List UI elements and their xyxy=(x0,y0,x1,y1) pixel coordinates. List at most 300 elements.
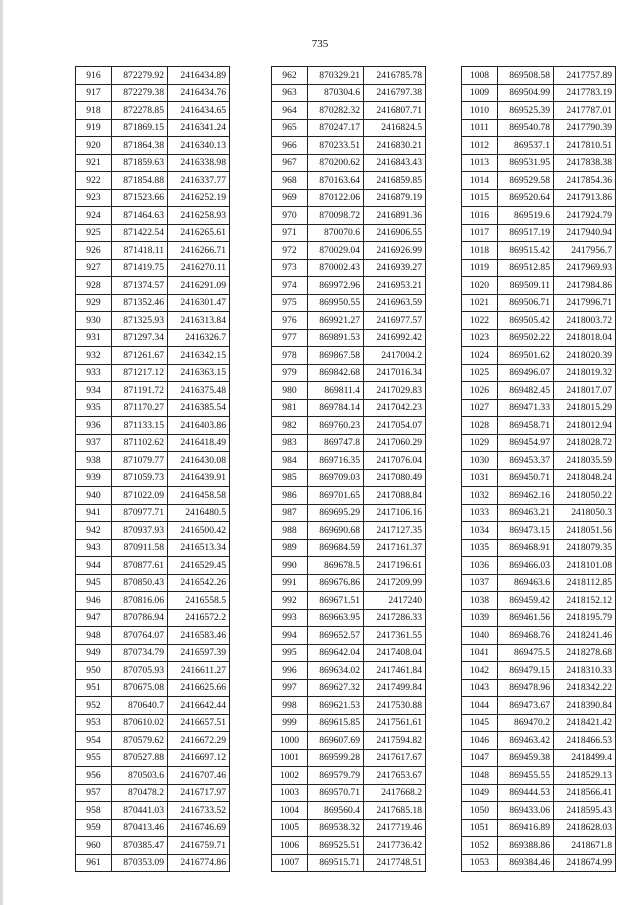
x-coordinate-cell: 869463.42 xyxy=(498,732,554,750)
x-coordinate-cell: 869470.2 xyxy=(498,714,554,732)
x-coordinate-cell: 869531.95 xyxy=(498,154,554,172)
y-coordinate-cell: 2416830.21 xyxy=(364,137,426,155)
point-number-cell: 962 xyxy=(272,67,308,85)
x-coordinate-cell: 869433.06 xyxy=(498,802,554,820)
y-coordinate-cell: 2417209.99 xyxy=(364,574,426,592)
point-number-cell: 948 xyxy=(76,627,112,645)
x-coordinate-cell: 870247.17 xyxy=(308,119,364,137)
table-row xyxy=(272,434,426,452)
x-coordinate-cell: 870579.62 xyxy=(112,732,168,750)
y-coordinate-cell: 2417668.2 xyxy=(364,784,426,802)
x-coordinate-cell: 870610.02 xyxy=(112,714,168,732)
table-row xyxy=(272,102,426,120)
table-row xyxy=(272,854,426,872)
table-row xyxy=(272,574,426,592)
point-number-cell: 947 xyxy=(76,609,112,627)
table-row xyxy=(76,592,230,610)
y-coordinate-cell: 2416265.61 xyxy=(168,224,230,242)
table-row xyxy=(462,802,616,820)
y-coordinate-cell: 2417499.84 xyxy=(364,679,426,697)
x-coordinate-cell: 871261.67 xyxy=(112,347,168,365)
x-coordinate-cell: 871374.57 xyxy=(112,277,168,295)
x-coordinate-cell: 869508.58 xyxy=(498,67,554,85)
table-row xyxy=(462,417,616,435)
x-coordinate-cell: 869867.58 xyxy=(308,347,364,365)
y-coordinate-cell: 2416434.65 xyxy=(168,102,230,120)
y-coordinate-cell: 2418012.94 xyxy=(554,417,616,435)
point-number-cell: 1010 xyxy=(462,102,498,120)
table-row xyxy=(272,837,426,855)
point-number-cell: 1042 xyxy=(462,662,498,680)
x-coordinate-cell: 869599.28 xyxy=(308,749,364,767)
table-row xyxy=(272,749,426,767)
x-coordinate-cell: 869891.53 xyxy=(308,329,364,347)
point-number-cell: 1011 xyxy=(462,119,498,137)
x-coordinate-cell: 869671.51 xyxy=(308,592,364,610)
x-coordinate-cell: 869459.42 xyxy=(498,592,554,610)
point-number-cell: 934 xyxy=(76,382,112,400)
x-coordinate-cell: 869678.5 xyxy=(308,557,364,575)
x-coordinate-cell: 870163.64 xyxy=(308,172,364,190)
table-row xyxy=(76,207,230,225)
x-coordinate-cell: 871170.27 xyxy=(112,399,168,417)
point-number-cell: 942 xyxy=(76,522,112,540)
x-coordinate-cell: 869540.78 xyxy=(498,119,554,137)
point-number-cell: 1020 xyxy=(462,277,498,295)
x-coordinate-cell: 871523.66 xyxy=(112,189,168,207)
table-row xyxy=(462,364,616,382)
y-coordinate-cell: 2416697.12 xyxy=(168,749,230,767)
x-coordinate-cell: 871854.88 xyxy=(112,172,168,190)
table-row xyxy=(462,172,616,190)
x-coordinate-cell: 872279.92 xyxy=(112,67,168,85)
table-row xyxy=(272,399,426,417)
y-coordinate-cell: 2416542.26 xyxy=(168,574,230,592)
point-number-cell: 1000 xyxy=(272,732,308,750)
y-coordinate-cell: 2416341.24 xyxy=(168,119,230,137)
page-number: 735 xyxy=(311,38,329,50)
table-row xyxy=(76,487,230,505)
point-number-cell: 917 xyxy=(76,84,112,102)
point-number-cell: 970 xyxy=(272,207,308,225)
x-coordinate-cell: 869475.5 xyxy=(498,644,554,662)
table-row xyxy=(272,802,426,820)
point-number-cell: 923 xyxy=(76,189,112,207)
point-number-cell: 941 xyxy=(76,504,112,522)
y-coordinate-cell: 2416338.98 xyxy=(168,154,230,172)
table-row xyxy=(462,539,616,557)
point-number-cell: 1044 xyxy=(462,697,498,715)
table-row xyxy=(76,189,230,207)
x-coordinate-cell: 870282.32 xyxy=(308,102,364,120)
y-coordinate-cell: 2418566.41 xyxy=(554,784,616,802)
table-row xyxy=(272,67,426,85)
point-number-cell: 951 xyxy=(76,679,112,697)
x-coordinate-cell: 870441.03 xyxy=(112,802,168,820)
table-row xyxy=(272,644,426,662)
point-number-cell: 990 xyxy=(272,557,308,575)
y-coordinate-cell: 2417924.79 xyxy=(554,207,616,225)
x-coordinate-cell: 869455.55 xyxy=(498,767,554,785)
y-coordinate-cell: 2416480.5 xyxy=(168,504,230,522)
point-number-cell: 1038 xyxy=(462,592,498,610)
y-coordinate-cell: 2417080.49 xyxy=(364,469,426,487)
table-row xyxy=(462,242,616,260)
x-coordinate-cell: 869607.69 xyxy=(308,732,364,750)
x-coordinate-cell: 872278.85 xyxy=(112,102,168,120)
point-number-cell: 1048 xyxy=(462,767,498,785)
table-row xyxy=(272,609,426,627)
point-number-cell: 921 xyxy=(76,154,112,172)
table-row xyxy=(76,679,230,697)
x-coordinate-cell: 869509.11 xyxy=(498,277,554,295)
x-coordinate-cell: 871102.62 xyxy=(112,434,168,452)
y-coordinate-cell: 2416326.7 xyxy=(168,329,230,347)
y-coordinate-cell: 2418050.22 xyxy=(554,487,616,505)
table-row xyxy=(462,84,616,102)
table-row xyxy=(272,119,426,137)
table-row xyxy=(272,189,426,207)
point-number-cell: 1039 xyxy=(462,609,498,627)
table-row xyxy=(462,259,616,277)
y-coordinate-cell: 2416597.39 xyxy=(168,644,230,662)
x-coordinate-cell: 869496.07 xyxy=(498,364,554,382)
x-coordinate-cell: 870911.58 xyxy=(112,539,168,557)
y-coordinate-cell: 2417996.71 xyxy=(554,294,616,312)
y-coordinate-cell: 2417042.23 xyxy=(364,399,426,417)
table-row xyxy=(462,819,616,837)
point-number-cell: 1035 xyxy=(462,539,498,557)
y-coordinate-cell: 2418499.4 xyxy=(554,749,616,767)
point-number-cell: 976 xyxy=(272,312,308,330)
point-number-cell: 1027 xyxy=(462,399,498,417)
table-row xyxy=(76,662,230,680)
y-coordinate-cell: 2417060.29 xyxy=(364,434,426,452)
table-row xyxy=(272,137,426,155)
y-coordinate-cell: 2416583.46 xyxy=(168,627,230,645)
point-number-cell: 1029 xyxy=(462,434,498,452)
y-coordinate-cell: 2418310.33 xyxy=(554,662,616,680)
point-number-cell: 938 xyxy=(76,452,112,470)
x-coordinate-cell: 869468.91 xyxy=(498,539,554,557)
y-coordinate-cell: 2417719.46 xyxy=(364,819,426,837)
point-number-cell: 985 xyxy=(272,469,308,487)
table-row xyxy=(76,154,230,172)
x-coordinate-cell: 870503.6 xyxy=(112,767,168,785)
point-number-cell: 989 xyxy=(272,539,308,557)
point-number-cell: 1013 xyxy=(462,154,498,172)
x-coordinate-cell: 869747.8 xyxy=(308,434,364,452)
x-coordinate-cell: 869652.57 xyxy=(308,627,364,645)
y-coordinate-cell: 2416797.38 xyxy=(364,84,426,102)
y-coordinate-cell: 2418195.79 xyxy=(554,609,616,627)
point-number-cell: 969 xyxy=(272,189,308,207)
table-row xyxy=(462,749,616,767)
point-number-cell: 1052 xyxy=(462,837,498,855)
table-row xyxy=(272,364,426,382)
table-row xyxy=(462,854,616,872)
y-coordinate-cell: 2416774.86 xyxy=(168,854,230,872)
x-coordinate-cell: 869450.71 xyxy=(498,469,554,487)
table-row xyxy=(462,522,616,540)
y-coordinate-cell: 2418079.35 xyxy=(554,539,616,557)
table-row xyxy=(76,382,230,400)
point-number-cell: 926 xyxy=(76,242,112,260)
x-coordinate-cell: 869388.86 xyxy=(498,837,554,855)
point-number-cell: 986 xyxy=(272,487,308,505)
y-coordinate-cell: 2416418.49 xyxy=(168,434,230,452)
table-row xyxy=(272,277,426,295)
x-coordinate-cell: 869525.39 xyxy=(498,102,554,120)
y-coordinate-cell: 2416529.45 xyxy=(168,557,230,575)
point-number-cell: 983 xyxy=(272,434,308,452)
table-row xyxy=(272,504,426,522)
y-coordinate-cell: 2418390.84 xyxy=(554,697,616,715)
table-row xyxy=(272,819,426,837)
y-coordinate-cell: 2416625.66 xyxy=(168,679,230,697)
x-coordinate-cell: 869690.68 xyxy=(308,522,364,540)
x-coordinate-cell: 871079.77 xyxy=(112,452,168,470)
table-row xyxy=(272,259,426,277)
point-number-cell: 940 xyxy=(76,487,112,505)
x-coordinate-cell: 869512.85 xyxy=(498,259,554,277)
point-number-cell: 927 xyxy=(76,259,112,277)
y-coordinate-cell: 2417127.35 xyxy=(364,522,426,540)
y-coordinate-cell: 2416337.77 xyxy=(168,172,230,190)
y-coordinate-cell: 2416363.15 xyxy=(168,364,230,382)
y-coordinate-cell: 2418015.29 xyxy=(554,399,616,417)
y-coordinate-cell: 2416611.27 xyxy=(168,662,230,680)
y-coordinate-cell: 2416642.44 xyxy=(168,697,230,715)
table-row xyxy=(462,382,616,400)
y-coordinate-cell: 2416977.57 xyxy=(364,312,426,330)
table-row xyxy=(462,662,616,680)
y-coordinate-cell: 2416807.71 xyxy=(364,102,426,120)
point-number-cell: 918 xyxy=(76,102,112,120)
point-number-cell: 968 xyxy=(272,172,308,190)
x-coordinate-cell: 870070.6 xyxy=(308,224,364,242)
table-row xyxy=(462,732,616,750)
table-row xyxy=(76,504,230,522)
x-coordinate-cell: 869501.62 xyxy=(498,347,554,365)
x-coordinate-cell: 870977.71 xyxy=(112,504,168,522)
y-coordinate-cell: 2417196.61 xyxy=(364,557,426,575)
x-coordinate-cell: 869972.96 xyxy=(308,277,364,295)
y-coordinate-cell: 2416458.58 xyxy=(168,487,230,505)
point-number-cell: 996 xyxy=(272,662,308,680)
x-coordinate-cell: 869709.03 xyxy=(308,469,364,487)
table-row xyxy=(76,224,230,242)
y-coordinate-cell: 2418035.59 xyxy=(554,452,616,470)
y-coordinate-cell: 2418020.39 xyxy=(554,347,616,365)
table-row xyxy=(462,609,616,627)
point-number-cell: 930 xyxy=(76,312,112,330)
table-row xyxy=(462,574,616,592)
x-coordinate-cell: 869570.71 xyxy=(308,784,364,802)
x-coordinate-cell: 869479.15 xyxy=(498,662,554,680)
table-row xyxy=(272,539,426,557)
x-coordinate-cell: 870413.46 xyxy=(112,819,168,837)
point-number-cell: 999 xyxy=(272,714,308,732)
x-coordinate-cell: 869663.95 xyxy=(308,609,364,627)
x-coordinate-cell: 869701.65 xyxy=(308,487,364,505)
point-number-cell: 922 xyxy=(76,172,112,190)
table-row xyxy=(272,312,426,330)
point-number-cell: 1026 xyxy=(462,382,498,400)
y-coordinate-cell: 2418241.46 xyxy=(554,627,616,645)
y-coordinate-cell: 2416572.2 xyxy=(168,609,230,627)
y-coordinate-cell: 2416733.52 xyxy=(168,802,230,820)
table-row xyxy=(76,452,230,470)
table-row xyxy=(76,609,230,627)
x-coordinate-cell: 869579.79 xyxy=(308,767,364,785)
x-coordinate-cell: 869504.99 xyxy=(498,84,554,102)
y-coordinate-cell: 2417076.04 xyxy=(364,452,426,470)
y-coordinate-cell: 2416266.71 xyxy=(168,242,230,260)
x-coordinate-cell: 869538.32 xyxy=(308,819,364,837)
x-coordinate-cell: 869716.35 xyxy=(308,452,364,470)
table-row xyxy=(76,417,230,435)
y-coordinate-cell: 2418595.43 xyxy=(554,802,616,820)
point-number-cell: 924 xyxy=(76,207,112,225)
y-coordinate-cell: 2418051.56 xyxy=(554,522,616,540)
x-coordinate-cell: 869459.38 xyxy=(498,749,554,767)
table-row xyxy=(76,802,230,820)
point-number-cell: 974 xyxy=(272,277,308,295)
y-coordinate-cell: 2418152.12 xyxy=(554,592,616,610)
point-number-cell: 1019 xyxy=(462,259,498,277)
point-number-cell: 1046 xyxy=(462,732,498,750)
point-number-cell: 920 xyxy=(76,137,112,155)
table-row xyxy=(462,189,616,207)
table-row xyxy=(272,732,426,750)
x-coordinate-cell: 870786.94 xyxy=(112,609,168,627)
y-coordinate-cell: 2418674.99 xyxy=(554,854,616,872)
table-row xyxy=(272,487,426,505)
table-row xyxy=(462,434,616,452)
y-coordinate-cell: 2418421.42 xyxy=(554,714,616,732)
y-coordinate-cell: 2417748.51 xyxy=(364,854,426,872)
table-row xyxy=(272,679,426,697)
point-number-cell: 1003 xyxy=(272,784,308,802)
point-number-cell: 1014 xyxy=(462,172,498,190)
point-number-cell: 1023 xyxy=(462,329,498,347)
y-coordinate-cell: 2417653.67 xyxy=(364,767,426,785)
y-coordinate-cell: 2416558.5 xyxy=(168,592,230,610)
point-number-cell: 945 xyxy=(76,574,112,592)
y-coordinate-cell: 2417736.42 xyxy=(364,837,426,855)
x-coordinate-cell: 869515.42 xyxy=(498,242,554,260)
point-number-cell: 971 xyxy=(272,224,308,242)
table-row xyxy=(462,714,616,732)
point-number-cell: 943 xyxy=(76,539,112,557)
x-coordinate-cell: 871325.93 xyxy=(112,312,168,330)
y-coordinate-cell: 2417617.67 xyxy=(364,749,426,767)
y-coordinate-cell: 2416746.69 xyxy=(168,819,230,837)
table-row xyxy=(76,347,230,365)
x-coordinate-cell: 870527.88 xyxy=(112,749,168,767)
table-row xyxy=(272,784,426,802)
y-coordinate-cell: 2416513.34 xyxy=(168,539,230,557)
x-coordinate-cell: 869760.23 xyxy=(308,417,364,435)
point-number-cell: 1028 xyxy=(462,417,498,435)
y-coordinate-cell: 2417088.84 xyxy=(364,487,426,505)
table-row xyxy=(462,469,616,487)
point-number-cell: 1040 xyxy=(462,627,498,645)
point-number-cell: 1047 xyxy=(462,749,498,767)
table-row xyxy=(76,364,230,382)
y-coordinate-cell: 2418529.13 xyxy=(554,767,616,785)
point-number-cell: 1001 xyxy=(272,749,308,767)
table-row xyxy=(272,172,426,190)
point-number-cell: 994 xyxy=(272,627,308,645)
table-row xyxy=(272,154,426,172)
y-coordinate-cell: 2416926.99 xyxy=(364,242,426,260)
x-coordinate-cell: 870233.51 xyxy=(308,137,364,155)
x-coordinate-cell: 871869.15 xyxy=(112,119,168,137)
y-coordinate-cell: 2417161.37 xyxy=(364,539,426,557)
table-row xyxy=(272,557,426,575)
y-coordinate-cell: 2416824.5 xyxy=(364,119,426,137)
y-coordinate-cell: 2417240 xyxy=(364,592,426,610)
y-coordinate-cell: 2416843.43 xyxy=(364,154,426,172)
y-coordinate-cell: 2418018.04 xyxy=(554,329,616,347)
table-row xyxy=(76,714,230,732)
point-number-cell: 1016 xyxy=(462,207,498,225)
point-number-cell: 925 xyxy=(76,224,112,242)
point-number-cell: 928 xyxy=(76,277,112,295)
point-number-cell: 988 xyxy=(272,522,308,540)
x-coordinate-cell: 871297.34 xyxy=(112,329,168,347)
point-number-cell: 949 xyxy=(76,644,112,662)
x-coordinate-cell: 871419.75 xyxy=(112,259,168,277)
point-number-cell: 937 xyxy=(76,434,112,452)
table-row xyxy=(76,399,230,417)
y-coordinate-cell: 2416759.71 xyxy=(168,837,230,855)
point-number-cell: 1045 xyxy=(462,714,498,732)
table-row xyxy=(462,784,616,802)
x-coordinate-cell: 870877.61 xyxy=(112,557,168,575)
table-row xyxy=(272,627,426,645)
table-row xyxy=(462,224,616,242)
point-number-cell: 1031 xyxy=(462,469,498,487)
point-number-cell: 944 xyxy=(76,557,112,575)
x-coordinate-cell: 869525.51 xyxy=(308,837,364,855)
point-number-cell: 1006 xyxy=(272,837,308,855)
y-coordinate-cell: 2416313.84 xyxy=(168,312,230,330)
y-coordinate-cell: 2418342.22 xyxy=(554,679,616,697)
point-number-cell: 998 xyxy=(272,697,308,715)
y-coordinate-cell: 2417530.88 xyxy=(364,697,426,715)
x-coordinate-cell: 869505.42 xyxy=(498,312,554,330)
point-number-cell: 1012 xyxy=(462,137,498,155)
point-number-cell: 1021 xyxy=(462,294,498,312)
table-row xyxy=(76,837,230,855)
point-number-cell: 1015 xyxy=(462,189,498,207)
x-coordinate-cell: 869842.68 xyxy=(308,364,364,382)
y-coordinate-cell: 2417054.07 xyxy=(364,417,426,435)
y-coordinate-cell: 2418671.8 xyxy=(554,837,616,855)
table-row xyxy=(272,592,426,610)
y-coordinate-cell: 2416707.46 xyxy=(168,767,230,785)
x-coordinate-cell: 871133.15 xyxy=(112,417,168,435)
y-coordinate-cell: 2417810.51 xyxy=(554,137,616,155)
point-number-cell: 980 xyxy=(272,382,308,400)
x-coordinate-cell: 869950.55 xyxy=(308,294,364,312)
point-number-cell: 979 xyxy=(272,364,308,382)
table-row xyxy=(462,294,616,312)
x-coordinate-cell: 869642.04 xyxy=(308,644,364,662)
